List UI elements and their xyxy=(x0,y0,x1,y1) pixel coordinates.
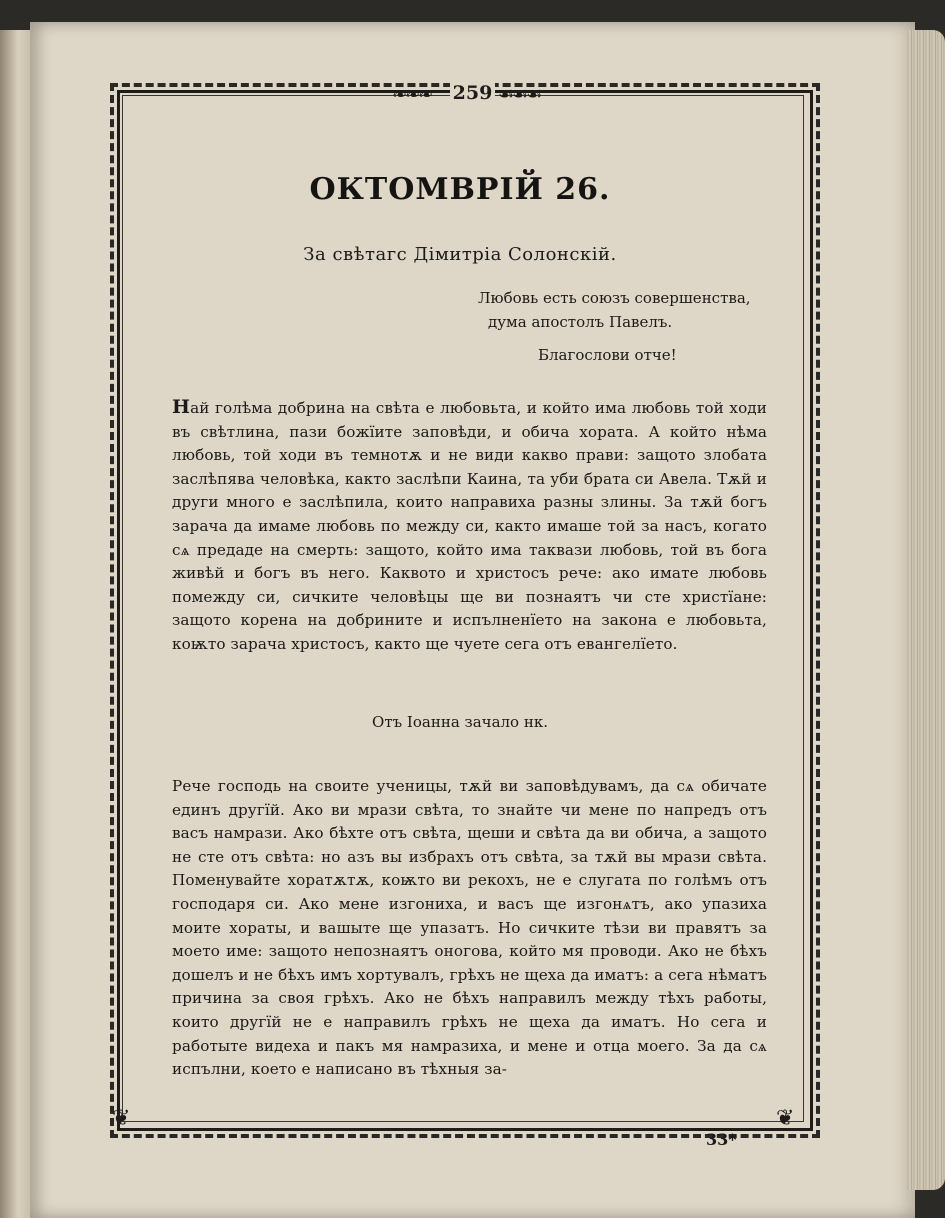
gospel-heading: Отъ Іоанна зачало нк. xyxy=(372,713,548,731)
paragraph-text: Рече господь на своите ученицы, тѫй ви заповѣдувамъ, да сѧ обичате единъ другїй. Ако ви мрази свѣта, то знайте чи мене по напредъ отъ васъ намрази. Ако бѣхте отъ свѣта, щеши и свѣта да ви обича, а защото не сте отъ свѣта: но азъ вы избрахъ отъ свѣта, за тѫй вы мрази свѣта. Поменувайте хоратѫтѫ, коѭто ви рекохъ, не е слугата по голѣмъ отъ господаря си. Ако мене изгониха, и васъ ще изгонѧтъ, ако упазиха моите хораты, и вашыте ще упазатъ. Но сичките тѣзи ви правятъ за моето име: защото непознаятъ оногова, който мя проводи. Ако не бѣхъ дошелъ и не бѣхъ имъ хортувалъ, грѣхъ не щеха да иматъ: а сега нѣматъ причина за своя грѣхъ. Ако не бѣхъ направилъ между тѣхъ работы, които другїй не е направилъ грѣхъ не щеха да иматъ. Но сега и работыте видеха и пакъ мя намразиха, и мене и отца моего. За да сѧ испълни, което е написано въ тѣхныя за- xyxy=(172,777,767,1079)
paragraph-text: ай голѣма добрина на свѣта е любовьта, и който има любовь той ходи въ свѣтлина, пази божїите заповѣди, и обича хората. А който нѣма любовь, той ходи въ темнотѫ и не види какво прави: защото злобата заслѣпява человѣка, както заслѣпи Каина, та уби брата си Авела. Тѫй и други много е заслѣпила, които направиха разны злины. За тѫй богъ зарача да имаме любовь по между си, както имаше той за насъ, когато сѧ предаде на смерть: защото, който има таквази любовь, той въ бога живѣй и богъ въ него. Каквото и христосъ рече: ако имате любовь помежду си, сичките человѣцы ще ви познаятъ чи сте христїане: защото корена на добрините и испълненїето на закона е любовьта, коѭто зарача христосъ, както ще чуете сега отъ евангелїето. xyxy=(172,399,767,653)
epigraph-line: Любовь есть союзъ совершенства, xyxy=(478,289,751,307)
paragraph-intro xyxy=(172,396,767,657)
corner-ornament-icon: ❦ xyxy=(776,1106,795,1131)
epigraph xyxy=(478,286,778,334)
blessing-line: Благослови отче! xyxy=(538,346,677,364)
epigraph-line: дума апостолъ Павелъ. xyxy=(488,313,673,331)
left-page-edge xyxy=(0,30,30,1218)
page-title: ОКТОМВРІЙ 26. xyxy=(309,172,611,207)
page-stack-edge xyxy=(906,30,945,1190)
sermon-subtitle: За свѣтагс Дімитріа Солонскій. xyxy=(303,244,617,265)
header-ornament-right-icon: ☙☙☙ xyxy=(498,84,541,105)
paragraph-gospel xyxy=(172,775,767,1082)
signature-mark: 33* xyxy=(706,1130,737,1149)
page-number: 259 xyxy=(450,82,495,104)
drop-cap: Н xyxy=(172,396,191,418)
corner-ornament-icon: ❦ xyxy=(112,1106,131,1131)
header-ornament-left-icon: ❧❧❧ xyxy=(392,84,432,105)
